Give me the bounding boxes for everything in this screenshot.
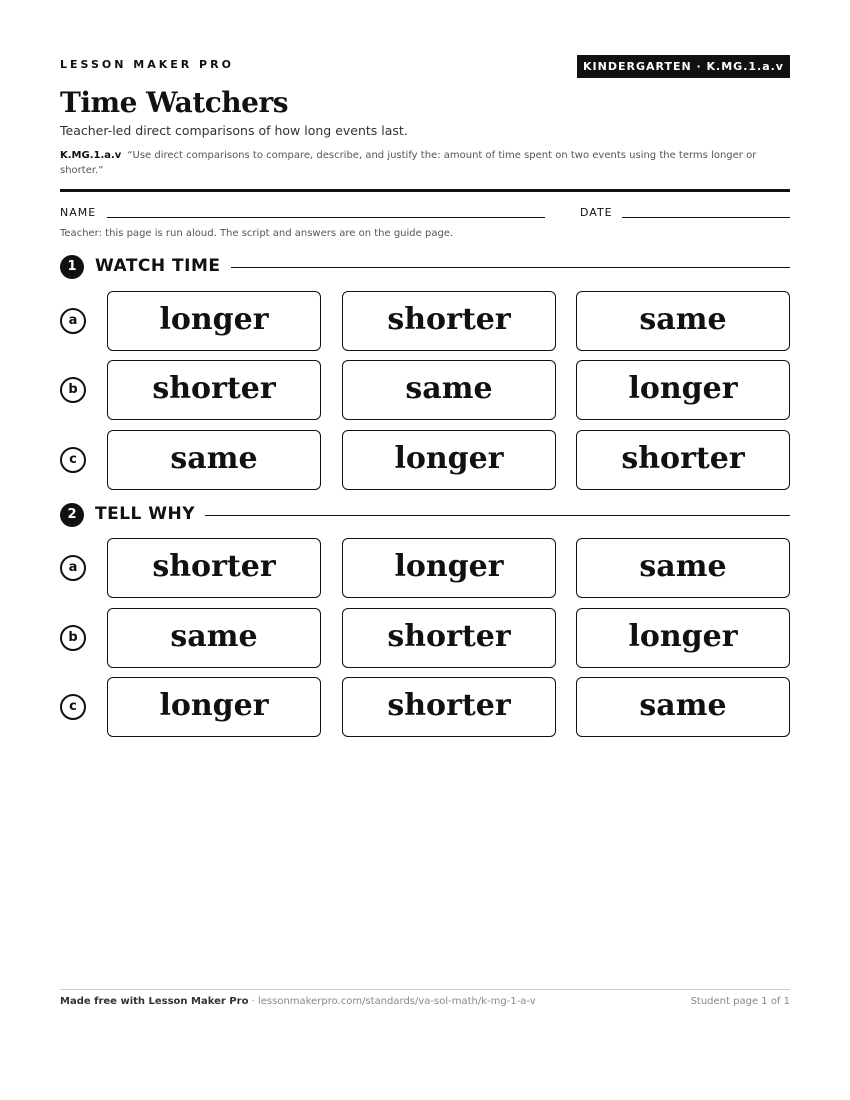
row-letter-badge: b: [60, 377, 86, 403]
standard-text: “Use direct comparisons to compare, describe, and justify the: amount of time spent on two events using the terms longer or shorter.”: [60, 150, 757, 176]
row-letter-badge: b: [60, 625, 86, 651]
answer-choice[interactable]: shorter: [342, 291, 556, 351]
answer-choice[interactable]: longer: [576, 360, 790, 420]
date-label: DATE: [580, 206, 613, 219]
answer-choice[interactable]: shorter: [107, 538, 321, 598]
section-header: [60, 255, 790, 279]
row-letter-badge: a: [60, 308, 86, 334]
section-number-badge: 2: [60, 503, 84, 527]
footer-divider: [60, 989, 790, 990]
answer-choice[interactable]: same: [576, 677, 790, 737]
row-letter-badge: c: [60, 694, 86, 720]
answer-choice[interactable]: same: [576, 538, 790, 598]
answer-choice[interactable]: same: [576, 291, 790, 351]
grade-badge: KINDERGARTEN · K.MG.1.a.v: [577, 55, 790, 78]
question-row: [60, 360, 790, 420]
question-row: [60, 677, 790, 737]
row-letter-badge: a: [60, 555, 86, 581]
answer-choice[interactable]: shorter: [342, 608, 556, 668]
answer-choice[interactable]: shorter: [576, 430, 790, 490]
answer-choice[interactable]: longer: [342, 430, 556, 490]
footer-credit: [60, 996, 536, 1007]
brand-name: LESSON MAKER PRO: [60, 58, 234, 71]
section-title: TELL WHY: [95, 504, 205, 524]
question-row: [60, 291, 790, 351]
standard-code: K.MG.1.a.v: [60, 150, 122, 161]
answer-choice[interactable]: longer: [342, 538, 556, 598]
worksheet-page: [60, 0, 790, 1100]
standard-statement: [60, 148, 790, 178]
question-row: [60, 430, 790, 490]
question-row: [60, 538, 790, 598]
row-letter-badge: c: [60, 447, 86, 473]
footer-made-with: Made free with Lesson Maker Pro: [60, 996, 249, 1007]
section-number-badge: 1: [60, 255, 84, 279]
date-field[interactable]: [622, 217, 790, 218]
page-title: Time Watchers: [60, 86, 288, 119]
header-divider: [60, 189, 790, 192]
top-bar: [60, 55, 790, 79]
answer-choice[interactable]: shorter: [342, 677, 556, 737]
answer-choice[interactable]: longer: [107, 677, 321, 737]
footer-page-number: Student page 1 of 1: [690, 996, 790, 1007]
name-date-row: [60, 206, 790, 220]
answer-choice[interactable]: same: [107, 608, 321, 668]
section-title: WATCH TIME: [95, 256, 231, 276]
answer-choice[interactable]: same: [342, 360, 556, 420]
answer-choice[interactable]: longer: [107, 291, 321, 351]
answer-choice[interactable]: longer: [576, 608, 790, 668]
footer-link[interactable]: · lessonmakerpro.com/standards/va-sol-math/k-mg-1-a-v: [248, 996, 536, 1007]
answer-choice[interactable]: shorter: [107, 360, 321, 420]
name-field[interactable]: [107, 217, 545, 218]
teacher-note: Teacher: this page is run aloud. The script and answers are on the guide page.: [60, 228, 454, 239]
page-subtitle: Teacher-led direct comparisons of how long events last.: [60, 123, 408, 138]
name-label: NAME: [60, 206, 97, 219]
question-row: [60, 608, 790, 668]
section-header: [60, 503, 790, 527]
answer-choice[interactable]: same: [107, 430, 321, 490]
